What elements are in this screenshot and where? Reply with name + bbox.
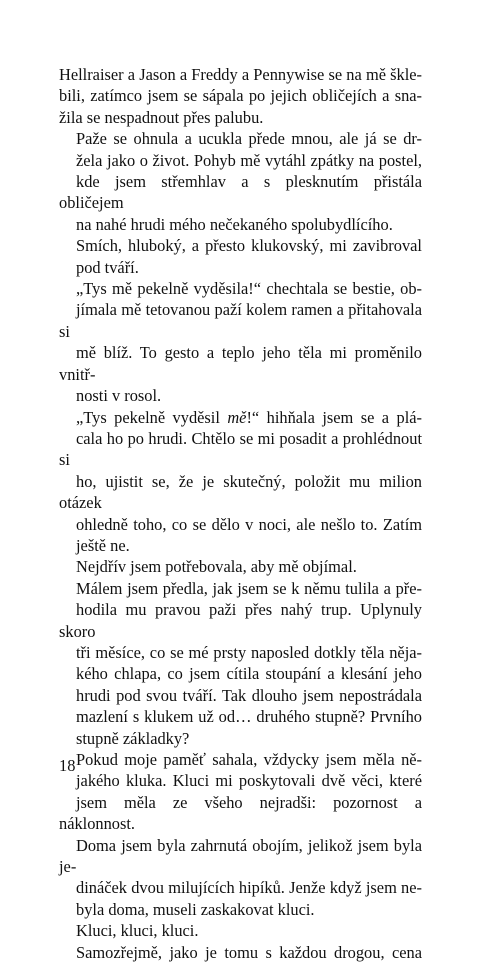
paragraph-5	[59, 407, 422, 557]
paragraph-4	[59, 278, 422, 406]
text-line: Pokud moje paměť sahala, vždycky jsem měla ně-	[76, 750, 422, 769]
text-line: dináček dvou milujících hipíků. Jenže když jsem ne-	[76, 878, 422, 898]
text-line: tři měsíce, co se mé prsty naposled dotkly těla něja-	[76, 642, 422, 662]
text-line: jímala mě tetovanou paží kolem ramen a přitahovala si	[59, 300, 422, 341]
text-line: Samozřejmě, jako je tomu s každou drogou, cena	[76, 942, 422, 962]
paragraph-1	[59, 64, 422, 128]
text-line: „Tys mě pekelně vyděsila!“ chechtala se bestie, ob-	[76, 279, 422, 299]
text-line: kde jsem střemhlav a s plesknutím přistála obličejem	[59, 172, 422, 213]
text-line: stupně základky?	[76, 728, 190, 748]
text-line: Kluci, kluci, kluci.	[76, 921, 199, 941]
paragraph-2	[59, 128, 422, 235]
text-line: žela jako o život. Pohyb mě vytáhl zpátky na postel,	[76, 150, 422, 170]
text-line: Málem jsem předla, jak jsem se k němu tulila a pře-	[76, 578, 422, 598]
paragraph-10	[59, 942, 422, 963]
text-line: Hellraiser a Jason a Freddy a Pennywise se na mě škle-	[59, 65, 422, 84]
text-line: žila se nespadnout přes palubu.	[59, 107, 264, 127]
emphasis-word: mě	[227, 407, 247, 427]
text-line: „Tys pekelně vyděsil mě!“ hihňala jsem se a plá-	[76, 407, 422, 427]
text-line: Paže se ohnula a ucukla přede mnou, ale já se dr-	[76, 129, 422, 149]
text-line: mě blíž. To gesto a teplo jeho těla mi proměnilo vnitř-	[59, 343, 422, 384]
paragraph-6	[59, 556, 422, 577]
text-line: cala ho po hrudi. Chtělo se mi posadit a prohlédnout si	[59, 428, 422, 470]
text-line: na nahé hrudi mého nečekaného spolubydlícího.	[76, 214, 393, 234]
text-line: mazlení s klukem už od… druhého stupně? Prvního	[76, 707, 422, 727]
text-line: bili, zatímco jsem se sápala po jejich obličejích a sna-	[59, 86, 422, 106]
text-line: Smích, hluboký, a přesto klukovský, mi zavibroval	[76, 236, 422, 256]
body-text	[59, 64, 422, 963]
paragraph-3	[59, 235, 422, 278]
text-line: pod tváří.	[76, 257, 139, 277]
text-line: hodila mu pravou paži přes nahý trup. Uplynuly skoro	[59, 600, 422, 641]
text-line: ho, ujistit se, že je skutečný, položit mu milion otázek	[59, 471, 422, 513]
text-line: kého chlapa, co jsem cítila stoupání a klesání jeho	[76, 664, 422, 684]
text-line: jsem měla ze všeho nejradši: pozornost a náklonnost.	[59, 792, 422, 834]
text-line: byla doma, museli zaskakovat kluci.	[76, 899, 315, 919]
text-line: Nejdřív jsem potřebovala, aby mě objímal.	[76, 557, 357, 577]
paragraph-7	[59, 578, 422, 749]
text-line: Doma jsem byla zahrnutá obojím, jelikož jsem byla je-	[59, 835, 422, 877]
text-line: hrudi pod svou tváří. Tak dlouho jsem nepostrádala	[76, 685, 422, 705]
paragraph-9	[59, 920, 422, 941]
page-number: 18	[59, 756, 76, 775]
text-line: nosti v rosol.	[76, 386, 162, 406]
paragraph-8	[59, 749, 422, 920]
text-line: ohledně toho, co se dělo v noci, ale nešlo to. Zatím	[76, 514, 422, 534]
text-line: jakého kluka. Kluci mi poskytovali dvě věci, které	[76, 771, 422, 791]
text-line: ještě ne.	[76, 535, 130, 555]
